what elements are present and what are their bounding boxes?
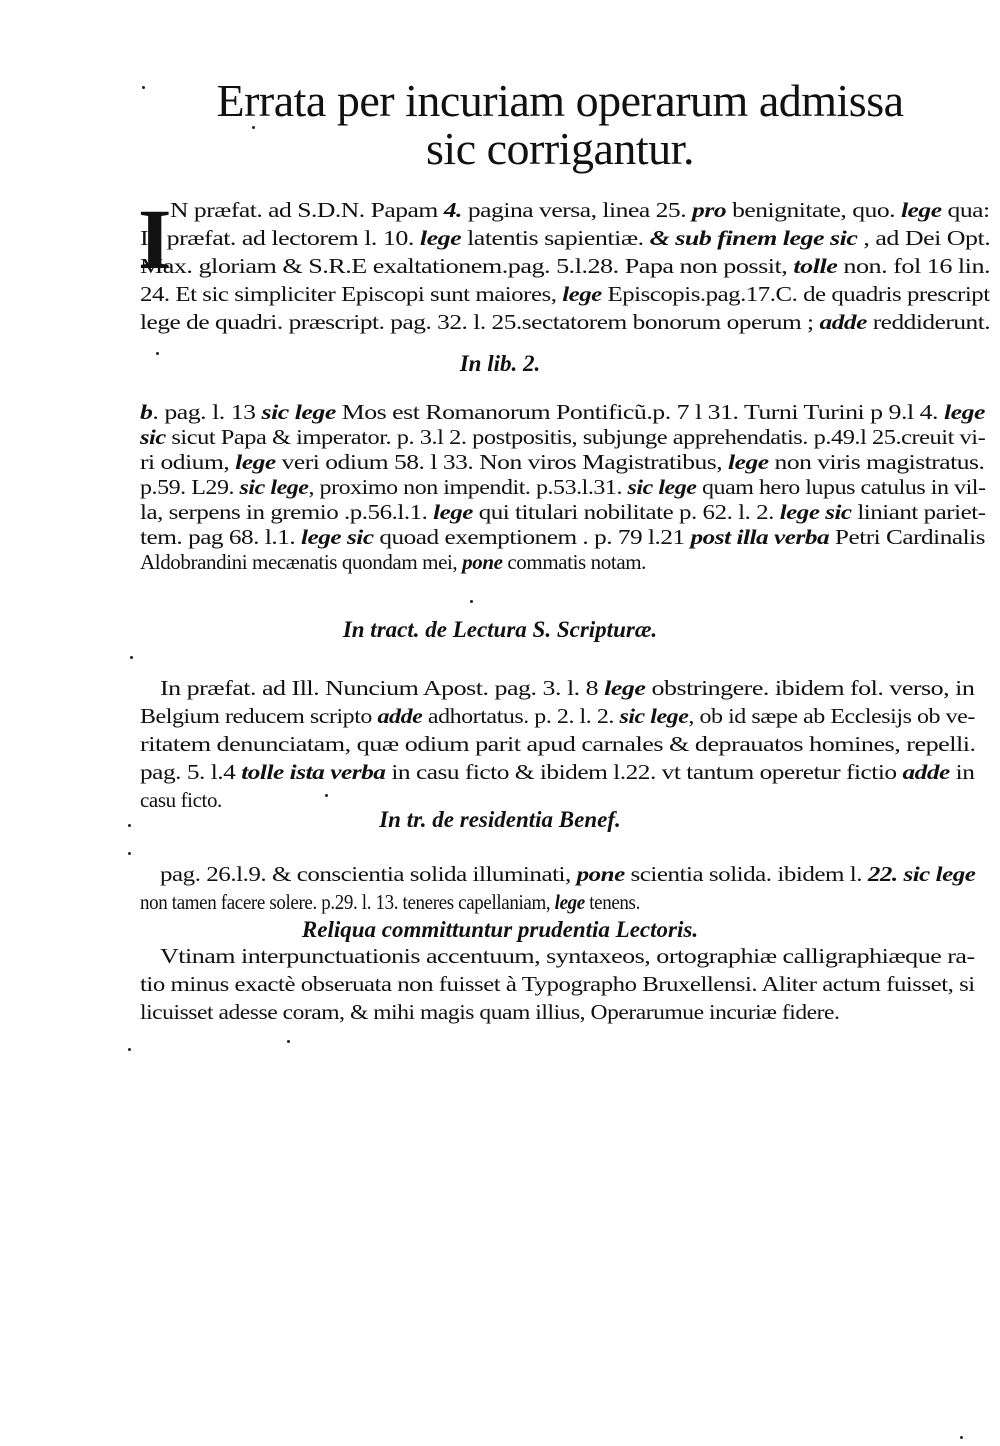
text-segment: liniant pariet- (851, 500, 986, 524)
italic-correction: & sub finem lege sic (649, 226, 858, 250)
section2-line (140, 762, 974, 783)
text-segment: tem. pag 68. l.1. (140, 525, 302, 549)
preface-line (140, 228, 990, 249)
text-segment: sicut Papa & imperator. p. 3.l 2. postpositis, subjunge apprehendatis. p.49.l 25.creuit vi- (165, 425, 986, 449)
text-segment: Aldobrandini mecænatis quondam mei, (140, 550, 463, 574)
text-segment: obstringere. ibidem fol. verso, in (645, 676, 975, 700)
italic-correction: b (140, 400, 153, 424)
text-segment: la, serpens in gremio .p.56.l.1. (140, 500, 434, 524)
preface-line (140, 312, 990, 333)
text-segment: non. fol 16 lin. (837, 254, 991, 278)
section1-line (140, 402, 985, 423)
text-segment: , ob id sæpe ab Ecclesijs ob ve- (688, 704, 975, 728)
text-segment: In præfat. ad Ill. Nuncium Apost. pag. 3. l. 8 (160, 676, 605, 700)
text-segment: ri odium, (140, 450, 236, 474)
text-segment: , proximo non impendit. p.53.l.31. (308, 475, 628, 499)
italic-correction: sic (140, 425, 166, 449)
ink-speck (142, 86, 145, 89)
ink-speck (287, 1040, 290, 1043)
section2-line (140, 734, 976, 755)
section1-line (140, 527, 985, 548)
closing-line (160, 946, 975, 967)
text-segment: pagina versa, linea 25. (461, 198, 693, 222)
text-segment: reddiderunt. (866, 310, 991, 334)
ink-speck (470, 600, 473, 603)
preface-line (140, 256, 990, 277)
text-segment: non tamen facere solere. p.29. l. 13. teneres capellaniam, (140, 890, 555, 914)
closing-line (140, 974, 975, 995)
text-segment: 24. Et sic simpliciter Episcopi sunt maiores, (140, 282, 563, 306)
text-segment: veri odium 58. l 33. Non viros Magistratibus, (275, 450, 729, 474)
text-segment: p.59. L29. (140, 475, 240, 499)
italic-correction: post illa verba (690, 525, 830, 549)
ink-speck (128, 824, 131, 827)
closing-line (140, 1002, 839, 1023)
italic-correction: lege sic (301, 525, 374, 549)
italic-correction: sic lege (619, 704, 689, 728)
text-segment: N præfat. ad S.D.N. Papam (170, 198, 444, 222)
italic-correction: adde (819, 310, 867, 334)
italic-correction: sic lege (239, 475, 309, 499)
text-segment: casu ficto. (140, 788, 222, 812)
closing-heading: Reliqua committuntur prudentia Lectoris. (301, 917, 699, 942)
text-segment: lege de quadri. præscript. pag. 32. l. 25.sectatorem bonorum operum ; (140, 310, 820, 334)
section1-line (140, 502, 986, 523)
page-title-line-1: Errata per incuriam operarum admissa (216, 75, 904, 126)
text-segment: non viris magistratus. (768, 450, 985, 474)
section3-line (140, 892, 640, 913)
italic-correction: lege (728, 450, 769, 474)
text-segment: ritatem denunciatam, quæ odium parit apud carnales & deprauatos homines, repelli. (140, 732, 976, 756)
ink-speck (128, 1048, 131, 1051)
italic-correction: 22. sic lege (867, 862, 976, 886)
ink-speck (960, 1436, 963, 1439)
page-title-line-2: sic corrigantur. (426, 123, 694, 174)
italic-correction: pone (462, 550, 503, 574)
preface-line (170, 200, 990, 221)
section1-line (140, 552, 646, 573)
italic-correction: tolle ista verba (241, 760, 386, 784)
section1-line (140, 452, 984, 473)
text-segment: . pag. l. 13 (152, 400, 262, 424)
italic-correction: lege (604, 676, 646, 700)
text-segment: pag. 5. l.4 (140, 760, 242, 784)
section-heading-lib-2: In lib. 2. (459, 351, 541, 376)
text-segment: quam hero lupus catulus in vil- (696, 475, 986, 499)
ink-speck (325, 794, 328, 797)
text-segment: , ad Dei Opt. (857, 226, 991, 250)
italic-correction: lege (943, 400, 986, 424)
section3-line (160, 864, 975, 885)
text-segment: adhortatus. p. 2. l. 2. (422, 704, 620, 728)
ink-speck (130, 656, 133, 659)
section1-line (140, 477, 986, 498)
text-segment: Vtinam interpunctuationis accentuum, syntaxeos, ortographiæ calligraphiæque ra- (160, 944, 975, 968)
italic-correction: lege sic (779, 500, 852, 524)
text-segment: scientia solida. ibidem l. (624, 862, 868, 886)
text-segment: pag. 26.l.9. & conscientia solida illuminati, (160, 862, 577, 886)
text-segment: In præfat. ad lectorem l. 10. (140, 226, 420, 250)
italic-correction: lege (433, 500, 473, 524)
text-segment: tenens. (584, 890, 640, 914)
text-segment: licuisset adesse coram, & mihi magis quam illius, Operarumue incuriæ fidere. (140, 1000, 840, 1024)
text-segment: in casu ficto & ibidem l.22. vt tantum operetur fictio (385, 760, 903, 784)
section-heading-residentia: In tr. de residentia Benef. (379, 807, 621, 832)
italic-correction: adde (902, 760, 950, 784)
section2-line (140, 706, 975, 727)
section-heading-lectura: In tract. de Lectura S. Scripturæ. (342, 617, 658, 642)
italic-correction: lege (419, 226, 462, 250)
italic-correction: lege (900, 198, 942, 222)
italic-correction: sic lege (261, 400, 336, 424)
italic-correction: adde (377, 704, 423, 728)
text-segment: Max. gloriam & S.R.E exaltationem.pag. 5.l.28. Papa non possit, (140, 254, 794, 278)
ink-speck (156, 352, 159, 355)
italic-correction: pro (692, 198, 727, 222)
italic-correction: sic lege (627, 475, 697, 499)
italic-correction: 4. (443, 198, 462, 222)
italic-correction: lege (554, 890, 585, 914)
text-segment: benignitate, quo. (726, 198, 901, 222)
section1-line (140, 427, 985, 448)
text-segment: quoad exemptionem . p. 79 l.21 (373, 525, 691, 549)
preface-line (140, 284, 990, 305)
text-segment: qui titulari nobilitate p. 62. l. 2. (472, 500, 780, 524)
text-segment: latentis sapientiæ. (461, 226, 650, 250)
italic-correction: lege (562, 282, 602, 306)
text-segment: in (949, 760, 975, 784)
italic-correction: tolle (793, 254, 838, 278)
text-segment: qua: (941, 198, 990, 222)
drop-cap: I (138, 191, 172, 287)
text-segment: Belgium reducem scripto (140, 704, 378, 728)
italic-correction: lege (235, 450, 276, 474)
text-segment: Mos est Romanorum Pontificũ.p. 7 l 31. Turni Turini p 9.l 4. (335, 400, 944, 424)
text-segment: commatis notam. (502, 550, 647, 574)
ink-speck (252, 126, 255, 129)
italic-correction: pone (576, 862, 625, 886)
ink-speck (128, 852, 131, 855)
text-segment: Episcopis.pag.17.C. de quadris prescript (601, 282, 990, 306)
section2-line (160, 678, 974, 699)
text-segment: tio minus exactè obseruata non fuisset à Typographo Bruxellensi. Aliter actum fuisset, si (140, 972, 975, 996)
text-segment: Petri Cardinalis (829, 525, 985, 549)
